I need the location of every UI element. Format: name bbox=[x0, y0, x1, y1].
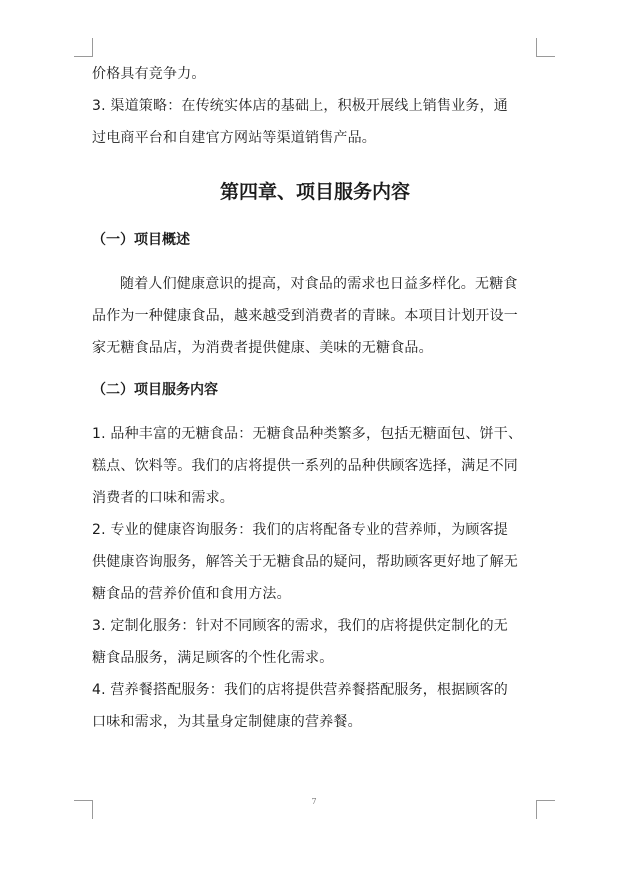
chapter-title: 第四章、项目服务内容 bbox=[219, 181, 410, 203]
list-item-line: 糖食品服务，满足顾客的个性化需求。 bbox=[92, 650, 334, 666]
list-item-line: 4. 营养餐搭配服务：我们的店将提供营养餐搭配服务，根据顾客的 bbox=[92, 682, 509, 698]
list-item-line: 1. 品种丰富的无糖食品：无糖食品种类繁多，包括无糖面包、饼干、 bbox=[92, 426, 523, 442]
list-item-line: 2. 专业的健康咨询服务：我们的店将配备专业的营养师，为顾客提 bbox=[92, 522, 509, 538]
list-item-line: 消费者的口味和需求。 bbox=[92, 490, 234, 506]
list-item-line: 口味和需求，为其量身定制健康的营养餐。 bbox=[92, 714, 362, 730]
list-item-line: 供健康咨询服务，解答关于无糖食品的疑问，帮助顾客更好地了解无 bbox=[92, 554, 518, 570]
channel-strategy-line: 3. 渠道策略：在传统实体店的基础上，积极开展线上销售业务，通 bbox=[92, 98, 509, 114]
service-item-4 bbox=[92, 674, 538, 738]
section-title-overview: （一）项目概述 bbox=[92, 232, 190, 248]
list-item-line: 糖食品的营养价值和食用方法。 bbox=[92, 586, 291, 602]
list-item-line: 3. 定制化服务：针对不同顾客的需求，我们的店将提供定制化的无 bbox=[92, 618, 509, 634]
crop-mark-top-right bbox=[536, 38, 555, 57]
service-item-2 bbox=[92, 514, 538, 610]
service-item-3 bbox=[92, 610, 538, 674]
service-item-1 bbox=[92, 418, 538, 514]
page-content bbox=[92, 58, 538, 738]
page-number: 7 bbox=[311, 797, 317, 806]
paragraph-line: 随着人们健康意识的提高，对食品的需求也日益多样化。无糖食 bbox=[120, 276, 518, 292]
overview-paragraph bbox=[92, 268, 538, 364]
crop-mark-top-left bbox=[74, 38, 93, 57]
paragraph-line: 家无糖食品店，为消费者提供健康、美味的无糖食品。 bbox=[92, 340, 433, 356]
list-item-line: 糕点、饮料等。我们的店将提供一系列的品种供顾客选择，满足不同 bbox=[92, 458, 518, 474]
paragraph-line: 品作为一种健康食品，越来越受到消费者的青睐。本项目计划开设一 bbox=[92, 308, 518, 324]
continuation-line: 价格具有竞争力。 bbox=[92, 66, 206, 82]
channel-strategy-line: 过电商平台和自建官方网站等渠道销售产品。 bbox=[92, 130, 376, 146]
section-title-services: （二）项目服务内容 bbox=[92, 382, 218, 398]
